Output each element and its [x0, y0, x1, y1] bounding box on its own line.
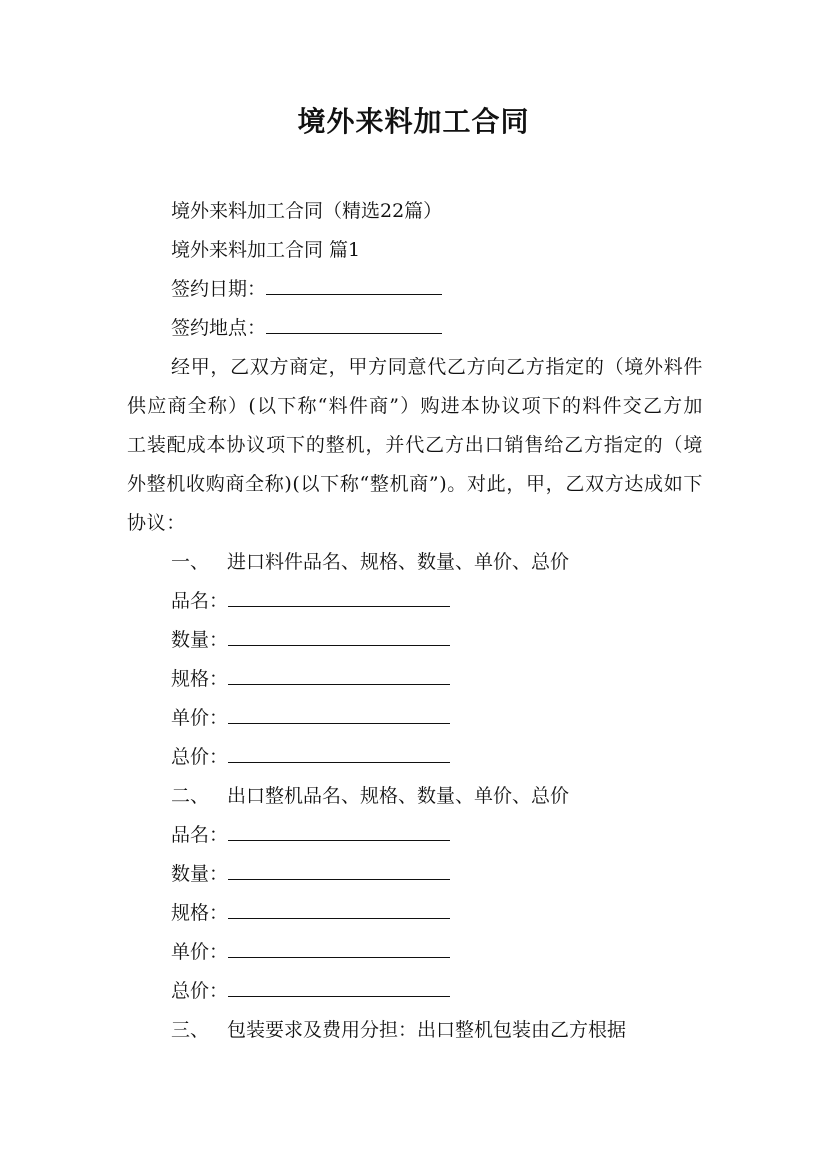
section3-text: 包装要求及费用分担：出口整机包装由乙方根据: [227, 1019, 627, 1041]
section3-heading: [127, 1011, 703, 1050]
sign-place-line: [127, 309, 703, 348]
section1-title: 进口料件品名、规格、数量、单价、总价: [227, 551, 570, 573]
field-blank: [228, 588, 450, 607]
field-blank: [228, 900, 450, 919]
section1-field-spec: [127, 660, 703, 699]
sign-date-line: [127, 270, 703, 309]
field-blank: [228, 822, 450, 841]
field-label: 单价：: [171, 707, 229, 729]
intro-paragraph: 经甲，乙双方商定，甲方同意代乙方向乙方指定的（境外料件供应商全称）(以下称“料件商”）购进本协议项下的料件交乙方加工装配成本协议项下的整机，并代乙方出口销售给乙方指定的（境外整机收购商全称)(以下称“整机商”)。对此，甲，乙双方达成如下协议：: [127, 356, 703, 534]
field-label: 总价：: [171, 980, 229, 1002]
sign-date-label: 签约日期：: [171, 278, 267, 300]
field-label: 数量：: [171, 863, 229, 885]
section1-field-quantity: [127, 621, 703, 660]
field-blank: [228, 627, 450, 646]
sign-place-label: 签约地点：: [171, 317, 267, 339]
sign-place-blank: [266, 315, 442, 334]
field-blank: [228, 861, 450, 880]
field-label: 品名：: [171, 590, 229, 612]
document-title: 境外来料加工合同: [297, 105, 530, 138]
field-blank: [228, 666, 450, 685]
section1-number: 一、: [171, 551, 210, 573]
field-label: 规格：: [171, 902, 229, 924]
field-label: 数量：: [171, 629, 229, 651]
chapter-heading: 境外来料加工合同 篇1: [171, 239, 361, 261]
field-blank: [228, 939, 450, 958]
section2-number: 二、: [171, 785, 210, 807]
document-body: [127, 192, 703, 1050]
section1-field-total-price: [127, 738, 703, 777]
document-subtitle: 境外来料加工合同（精选22篇）: [171, 200, 443, 222]
field-label: 总价：: [171, 746, 229, 768]
field-label: 规格：: [171, 668, 229, 690]
section1-field-unit-price: [127, 699, 703, 738]
section2-field-total-price: [127, 972, 703, 1011]
field-blank: [228, 744, 450, 763]
section3-number: 三、: [171, 1019, 210, 1041]
field-label: 品名：: [171, 824, 229, 846]
section2-field-quantity: [127, 855, 703, 894]
section2-heading: [127, 777, 703, 816]
section2-field-name: [127, 816, 703, 855]
sign-date-blank: [266, 276, 442, 295]
section2-title: 出口整机品名、规格、数量、单价、总价: [227, 785, 570, 807]
section1-heading: [127, 543, 703, 582]
section2-field-spec: [127, 894, 703, 933]
section1-field-name: [127, 582, 703, 621]
field-blank: [228, 705, 450, 724]
section2-field-unit-price: [127, 933, 703, 972]
field-blank: [228, 978, 450, 997]
field-label: 单价：: [171, 941, 229, 963]
